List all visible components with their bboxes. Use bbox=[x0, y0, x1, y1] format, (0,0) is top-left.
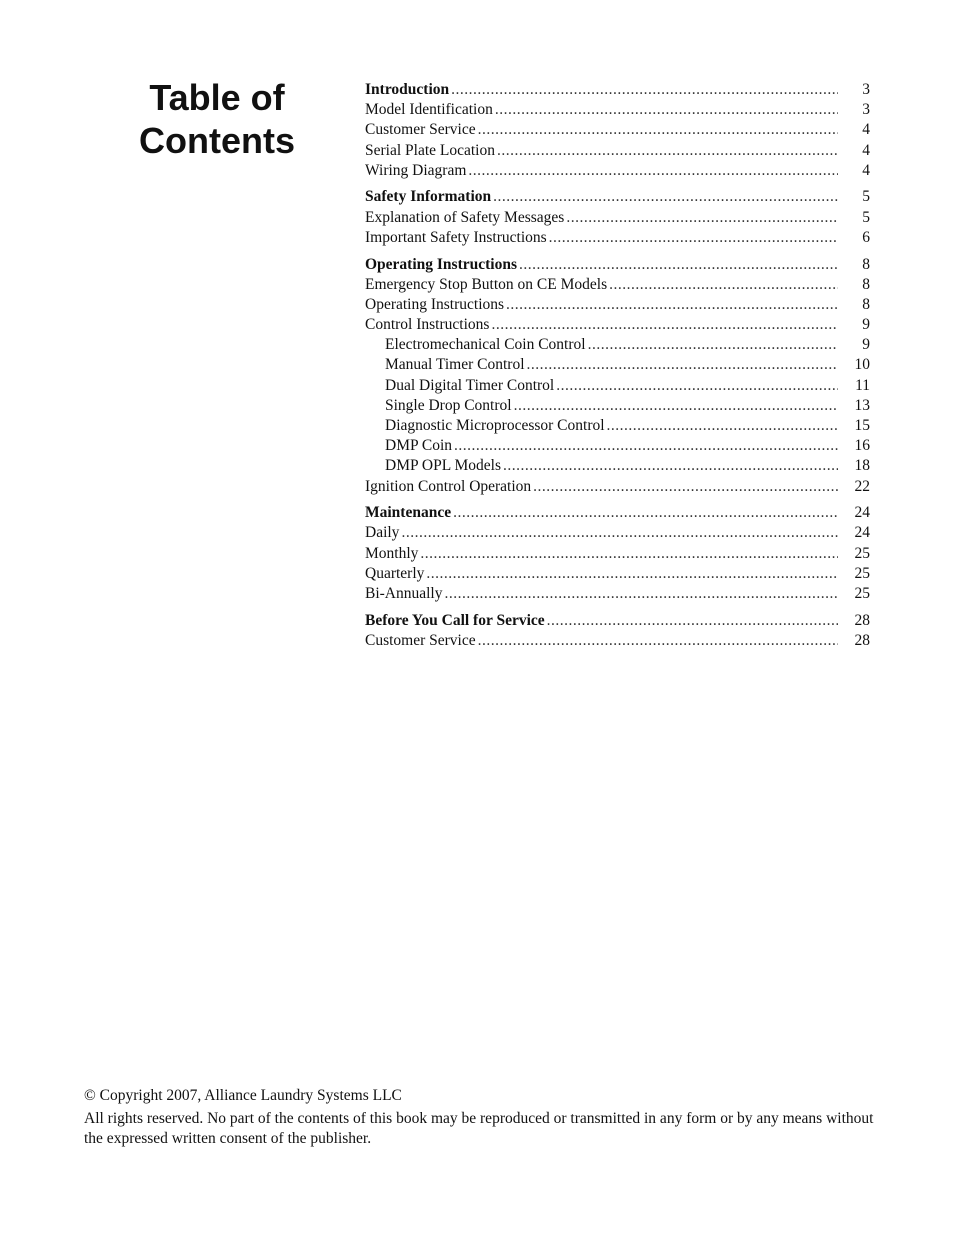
toc-page-number: 25 bbox=[854, 585, 870, 602]
page-title bbox=[100, 76, 334, 162]
toc-entry[interactable] bbox=[365, 436, 870, 456]
toc-dot-leader bbox=[566, 208, 838, 228]
toc-page-number: 24 bbox=[854, 504, 870, 522]
copyright-line: © Copyright 2007, Alliance Laundry Systems LLC bbox=[84, 1087, 402, 1104]
toc-entry[interactable] bbox=[365, 295, 870, 315]
toc-page-number: 8 bbox=[862, 275, 870, 293]
toc-page-number: 4 bbox=[862, 121, 870, 139]
toc-page-number: 3 bbox=[862, 101, 870, 119]
toc-dot-leader bbox=[514, 396, 838, 416]
toc-entry-label: Customer Service bbox=[365, 631, 476, 649]
toc-dot-leader bbox=[454, 436, 838, 456]
toc-page-number: 22 bbox=[854, 477, 870, 495]
toc-entry-label: DMP Coin bbox=[385, 437, 453, 455]
toc-page-number: 28 bbox=[854, 631, 870, 649]
toc-dot-leader bbox=[491, 315, 838, 335]
toc-page-number: 4 bbox=[862, 161, 870, 179]
toc-entry[interactable] bbox=[365, 355, 870, 375]
toc-section-heading[interactable] bbox=[365, 503, 870, 523]
toc-dot-leader bbox=[607, 416, 838, 436]
toc-entry[interactable] bbox=[365, 141, 870, 161]
toc-entry-label: Operating Instructions bbox=[365, 295, 505, 313]
toc-dot-leader bbox=[547, 611, 838, 631]
toc-dot-leader bbox=[533, 477, 838, 497]
toc-entry[interactable] bbox=[365, 544, 870, 564]
toc-section-heading[interactable] bbox=[365, 80, 870, 100]
toc-entry-label: Single Drop Control bbox=[385, 396, 512, 414]
toc-dot-leader bbox=[495, 100, 838, 120]
toc-entry-label: Diagnostic Microprocessor Control bbox=[385, 417, 605, 434]
toc-entry[interactable] bbox=[365, 631, 870, 651]
toc-section-heading[interactable] bbox=[365, 187, 870, 207]
toc-dot-leader bbox=[497, 141, 838, 161]
toc-dot-leader bbox=[426, 564, 838, 584]
toc-dot-leader bbox=[549, 228, 838, 248]
toc-page-number: 18 bbox=[854, 457, 870, 475]
toc-dot-leader bbox=[503, 456, 838, 476]
toc-entry-label: Quarterly bbox=[365, 564, 425, 582]
toc-page-number: 11 bbox=[855, 376, 870, 394]
toc-entry-label: Emergency Stop Button on CE Models bbox=[365, 275, 608, 293]
toc-page-number: 9 bbox=[862, 316, 870, 334]
toc-entry[interactable] bbox=[365, 523, 870, 543]
toc-dot-leader bbox=[588, 335, 838, 355]
toc-page-number: 13 bbox=[854, 396, 870, 414]
toc-entry-label: Safety Information bbox=[365, 188, 492, 206]
toc-dot-leader bbox=[420, 544, 838, 564]
toc-dot-leader bbox=[527, 355, 838, 375]
toc-entry-label: Operating Instructions bbox=[365, 255, 517, 273]
toc-page-number: 8 bbox=[862, 255, 870, 273]
toc-entry[interactable] bbox=[365, 456, 870, 476]
toc-section-heading[interactable] bbox=[365, 611, 870, 631]
toc-entry[interactable] bbox=[365, 120, 870, 140]
toc-page-number: 15 bbox=[854, 417, 870, 434]
toc-entry[interactable] bbox=[365, 376, 870, 396]
toc-dot-leader bbox=[451, 80, 838, 100]
toc-dot-leader bbox=[493, 187, 838, 207]
toc-dot-leader bbox=[401, 523, 838, 543]
toc-entry[interactable] bbox=[365, 584, 870, 604]
toc-dot-leader bbox=[556, 376, 838, 396]
toc-entry-label: Introduction bbox=[365, 81, 450, 98]
toc-section bbox=[365, 503, 870, 604]
toc-page-number: 16 bbox=[854, 437, 870, 455]
toc-entry[interactable] bbox=[365, 564, 870, 584]
toc-entry-label: Explanation of Safety Messages bbox=[365, 208, 565, 226]
toc-page-number: 5 bbox=[862, 188, 870, 206]
toc-page-number: 10 bbox=[854, 356, 870, 374]
toc-entry-label: Model Identification bbox=[365, 101, 493, 119]
toc-section bbox=[365, 80, 870, 181]
toc-entry[interactable] bbox=[365, 228, 870, 248]
toc-entry-label: DMP OPL Models bbox=[385, 457, 501, 475]
toc-entry-label: Electromechanical Coin Control bbox=[385, 336, 586, 354]
toc-page-number: 3 bbox=[862, 81, 870, 98]
toc-page-number: 28 bbox=[854, 611, 870, 629]
toc-page-number: 25 bbox=[854, 564, 870, 582]
toc-section bbox=[365, 611, 870, 651]
toc-dot-leader bbox=[468, 161, 838, 181]
toc-entry-label: Manual Timer Control bbox=[385, 356, 525, 374]
toc-entry-label: Daily bbox=[365, 524, 400, 542]
rights-notice: All rights reserved. No part of the contents of this book may be reproduced or transmitted in any form or by any means without the expressed written consent of the publisher. bbox=[84, 1110, 874, 1147]
toc-entry[interactable] bbox=[365, 335, 870, 355]
toc-entry-label: Before You Call for Service bbox=[365, 611, 545, 629]
toc-dot-leader bbox=[506, 295, 838, 315]
toc-page-number: 9 bbox=[862, 336, 870, 354]
toc-entry[interactable] bbox=[365, 208, 870, 228]
toc-entry[interactable] bbox=[365, 396, 870, 416]
table-of-contents bbox=[365, 80, 870, 658]
toc-page-number: 5 bbox=[862, 208, 870, 226]
toc-dot-leader bbox=[519, 255, 838, 275]
toc-dot-leader bbox=[609, 275, 838, 295]
toc-entry[interactable] bbox=[365, 275, 870, 295]
toc-entry-label: Control Instructions bbox=[365, 316, 490, 334]
toc-entry[interactable] bbox=[365, 477, 870, 497]
toc-page-number: 6 bbox=[862, 228, 870, 246]
toc-entry[interactable] bbox=[365, 315, 870, 335]
toc-entry-label: Maintenance bbox=[365, 504, 452, 522]
page-title-line-2: Contents bbox=[139, 120, 295, 161]
toc-entry-label: Bi-Annually bbox=[365, 585, 443, 602]
toc-entry-label: Customer Service bbox=[365, 121, 476, 139]
page-title-line-1: Table of bbox=[149, 77, 285, 118]
toc-entry-label: Monthly bbox=[365, 544, 419, 562]
toc-entry[interactable] bbox=[365, 416, 870, 436]
toc-entry-label: Serial Plate Location bbox=[365, 141, 495, 159]
toc-entry-label: Wiring Diagram bbox=[365, 161, 467, 179]
toc-section bbox=[365, 187, 870, 248]
toc-entry-label: Important Safety Instructions bbox=[365, 228, 547, 246]
toc-page-number: 4 bbox=[862, 141, 870, 159]
copyright-block bbox=[84, 1086, 874, 1149]
toc-page-number: 24 bbox=[854, 524, 870, 542]
toc-page-number: 25 bbox=[854, 544, 870, 562]
toc-dot-leader bbox=[453, 503, 838, 523]
toc-section-heading[interactable] bbox=[365, 255, 870, 275]
toc-dot-leader bbox=[478, 120, 838, 140]
toc-entry-label: Dual Digital Timer Control bbox=[385, 376, 555, 394]
toc-section bbox=[365, 255, 870, 497]
toc-page-number: 8 bbox=[862, 295, 870, 313]
toc-dot-leader bbox=[445, 584, 839, 604]
toc-entry[interactable] bbox=[365, 100, 870, 120]
toc-entry-label: Ignition Control Operation bbox=[365, 477, 532, 495]
toc-entry[interactable] bbox=[365, 161, 870, 181]
toc-dot-leader bbox=[478, 631, 838, 651]
